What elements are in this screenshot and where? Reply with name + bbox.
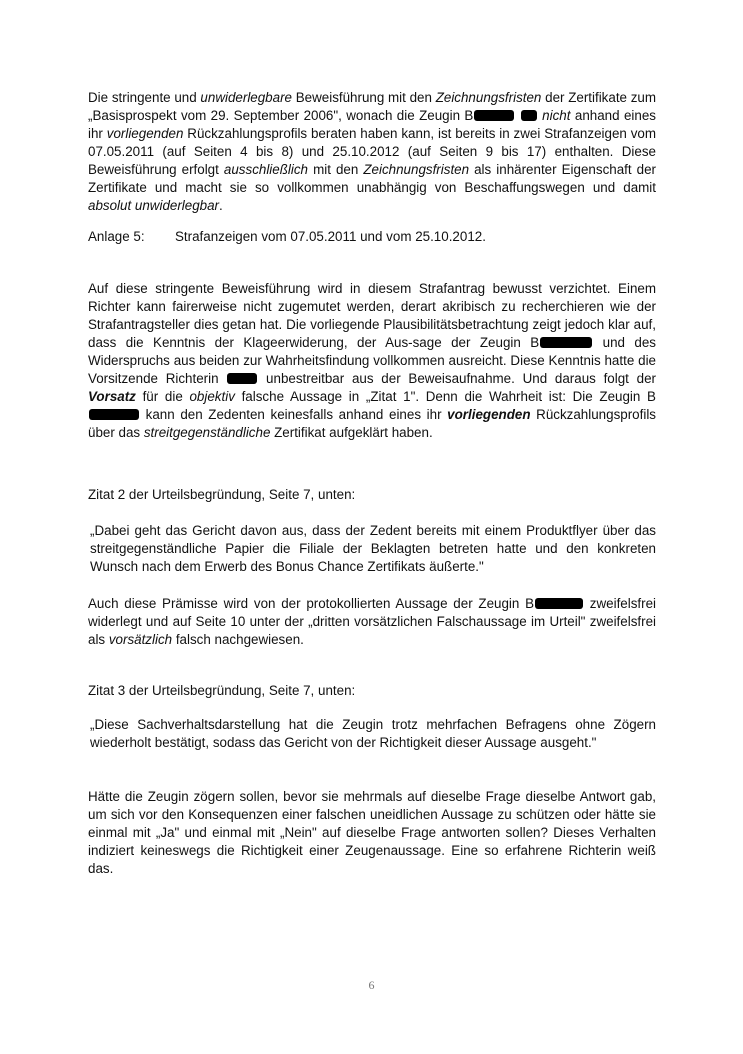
text-run-bold-italic: vorliegenden	[447, 407, 531, 422]
redaction-bar	[535, 598, 583, 609]
zitat-2-heading: Zitat 2 der Urteilsbegründung, Seite 7, unten:	[88, 487, 356, 502]
text-run: zweifelsfrei widerlegt und auf Seite 10 unter der „dritten vorsätzlichen Falschaussage im Urteil" zweifelsfrei als	[88, 596, 657, 647]
paragraph-zoegern: Hätte die Zeugin zögern sollen, bevor sie mehrmals auf dieselbe Frage dieselbe Antwort gab, um sich vor den Konsequenzen einer falschen uneidlichen Aussage zu schützen oder hätte sie einmal mit „Ja" und einmal mit „Nein" auf dieselbe Frage antworten sollen? Dieses Verhalten indiziert keineswegs die Richtigkeit einer Zeugenaussage. Eine so erfahrene Richterin weiß das.	[88, 789, 656, 876]
redaction-bar	[521, 110, 537, 121]
paragraph-plausibilitaet	[88, 280, 656, 442]
text-run: falsch nachgewiesen.	[172, 632, 304, 647]
text-run: unbestreitbar aus der Beweisaufnahme. Und daraus folgt der	[258, 371, 656, 386]
text-run-italic: vorliegenden	[106, 126, 184, 141]
text-run: Zertifikat aufgeklärt haben.	[270, 425, 433, 440]
anlage-line	[88, 229, 486, 244]
redaction-bar	[474, 110, 514, 121]
text-run-italic: unwiderlegbare	[200, 90, 292, 105]
zitat-2-quote: „Dabei geht das Gericht davon aus, dass der Zedent bereits mit einem Produktflyer über das streitgegenständliche Papier die Filiale der Beklagten betreten hatte und den konkreten Wunsch nach dem Erwerb des Bonus Chance Zertifikats äußerte."	[90, 523, 656, 574]
zitat-3-heading: Zitat 3 der Urteilsbegründung, Seite 7, unten:	[88, 683, 356, 698]
redaction-bar	[227, 373, 257, 384]
text-run: als inhärenter Eigenschaft der Zertifikate und macht sie so vollkommen unabhängig von Beschaffungswegen und damit	[88, 162, 656, 195]
text-run: Rückzahlungsprofils über das	[88, 407, 656, 440]
text-run: Die stringente und	[88, 90, 201, 105]
text-run: kann den Zedenten keinesfalls anhand eines ihr	[140, 407, 448, 422]
text-run: Auf diese stringente Beweisführung wird in diesem Strafantrag bewusst verzichtet. Einem Richter kann fairerweise nicht zugemutet werden, derart akribisch zu recherchieren wie der Strafantragsteller dies getan hat. Die vorliegende Plausibilitätsbetrachtung zeigt jedoch klar auf, dass die Kenntnis der Klageerwiderung, der Aus-sage der Zeugin B	[88, 281, 656, 350]
text-run: falsche Aussage in „Zitat 1". Denn die Wahrheit ist: Die Zeugin B	[234, 389, 656, 404]
zitat-3-quote: „Diese Sachverhaltsdarstellung hat die Zeugin trotz mehrfachen Befragens ohne Zögern wiederholt bestätigt, sodass das Gericht von der Richtigkeit dieser Aussage ausgeht."	[90, 717, 656, 750]
text-run: für die	[135, 389, 190, 404]
text-run-bold-italic: Vorsatz	[88, 389, 136, 404]
text-run-italic: streitgegenständliche	[143, 425, 271, 440]
paragraph-praemisse	[88, 595, 656, 649]
text-run-italic: objektiv	[189, 389, 235, 404]
redaction-bar	[540, 337, 592, 348]
text-run: Rückzahlungsprofils beraten haben kann, ist bereits in zwei Strafanzeigen vom 07.05.2011 (auf Seiten 4 bis 8) und 25.10.2012 (auf Seiten 9 bis 17) enthalten. Diese Beweisführung erfolgt	[88, 126, 656, 177]
text-run: Beweisführung mit den	[292, 90, 436, 105]
text-run: der Zertifikate zum „Basisprospekt vom 29. September 2006", wonach die Zeugin B	[88, 90, 657, 123]
text-run-italic: vorsätzlich	[108, 632, 173, 647]
text-run: anhand eines ihr	[88, 108, 656, 141]
paragraph-beweisfuehrung	[88, 89, 656, 215]
text-run: .	[219, 198, 223, 213]
text-run-italic: ausschließlich	[223, 162, 309, 177]
anlage-text: Strafanzeigen vom 07.05.2011 und vom 25.10.2012.	[175, 229, 486, 244]
text-run-italic: nicht	[542, 108, 571, 123]
redaction-bar	[89, 409, 139, 420]
text-run: und des Widerspruchs aus beiden zur Wahrheitsfindung vollkommen ausreicht. Diese Kenntnis hatte die Vorsitzende Richterin	[88, 335, 656, 386]
text-run-italic: absolut unwiderlegbar	[88, 198, 220, 213]
text-run: mit den	[308, 162, 364, 177]
text-run-italic: Zeichnungsfristen	[435, 90, 542, 105]
anlage-label: Anlage 5:	[88, 229, 145, 244]
page-number: 6	[368, 978, 375, 992]
text-run-italic: Zeichnungsfristen	[363, 162, 470, 177]
text-run: Auch diese Prämisse wird von der protokollierten Aussage der Zeugin B	[88, 596, 535, 611]
